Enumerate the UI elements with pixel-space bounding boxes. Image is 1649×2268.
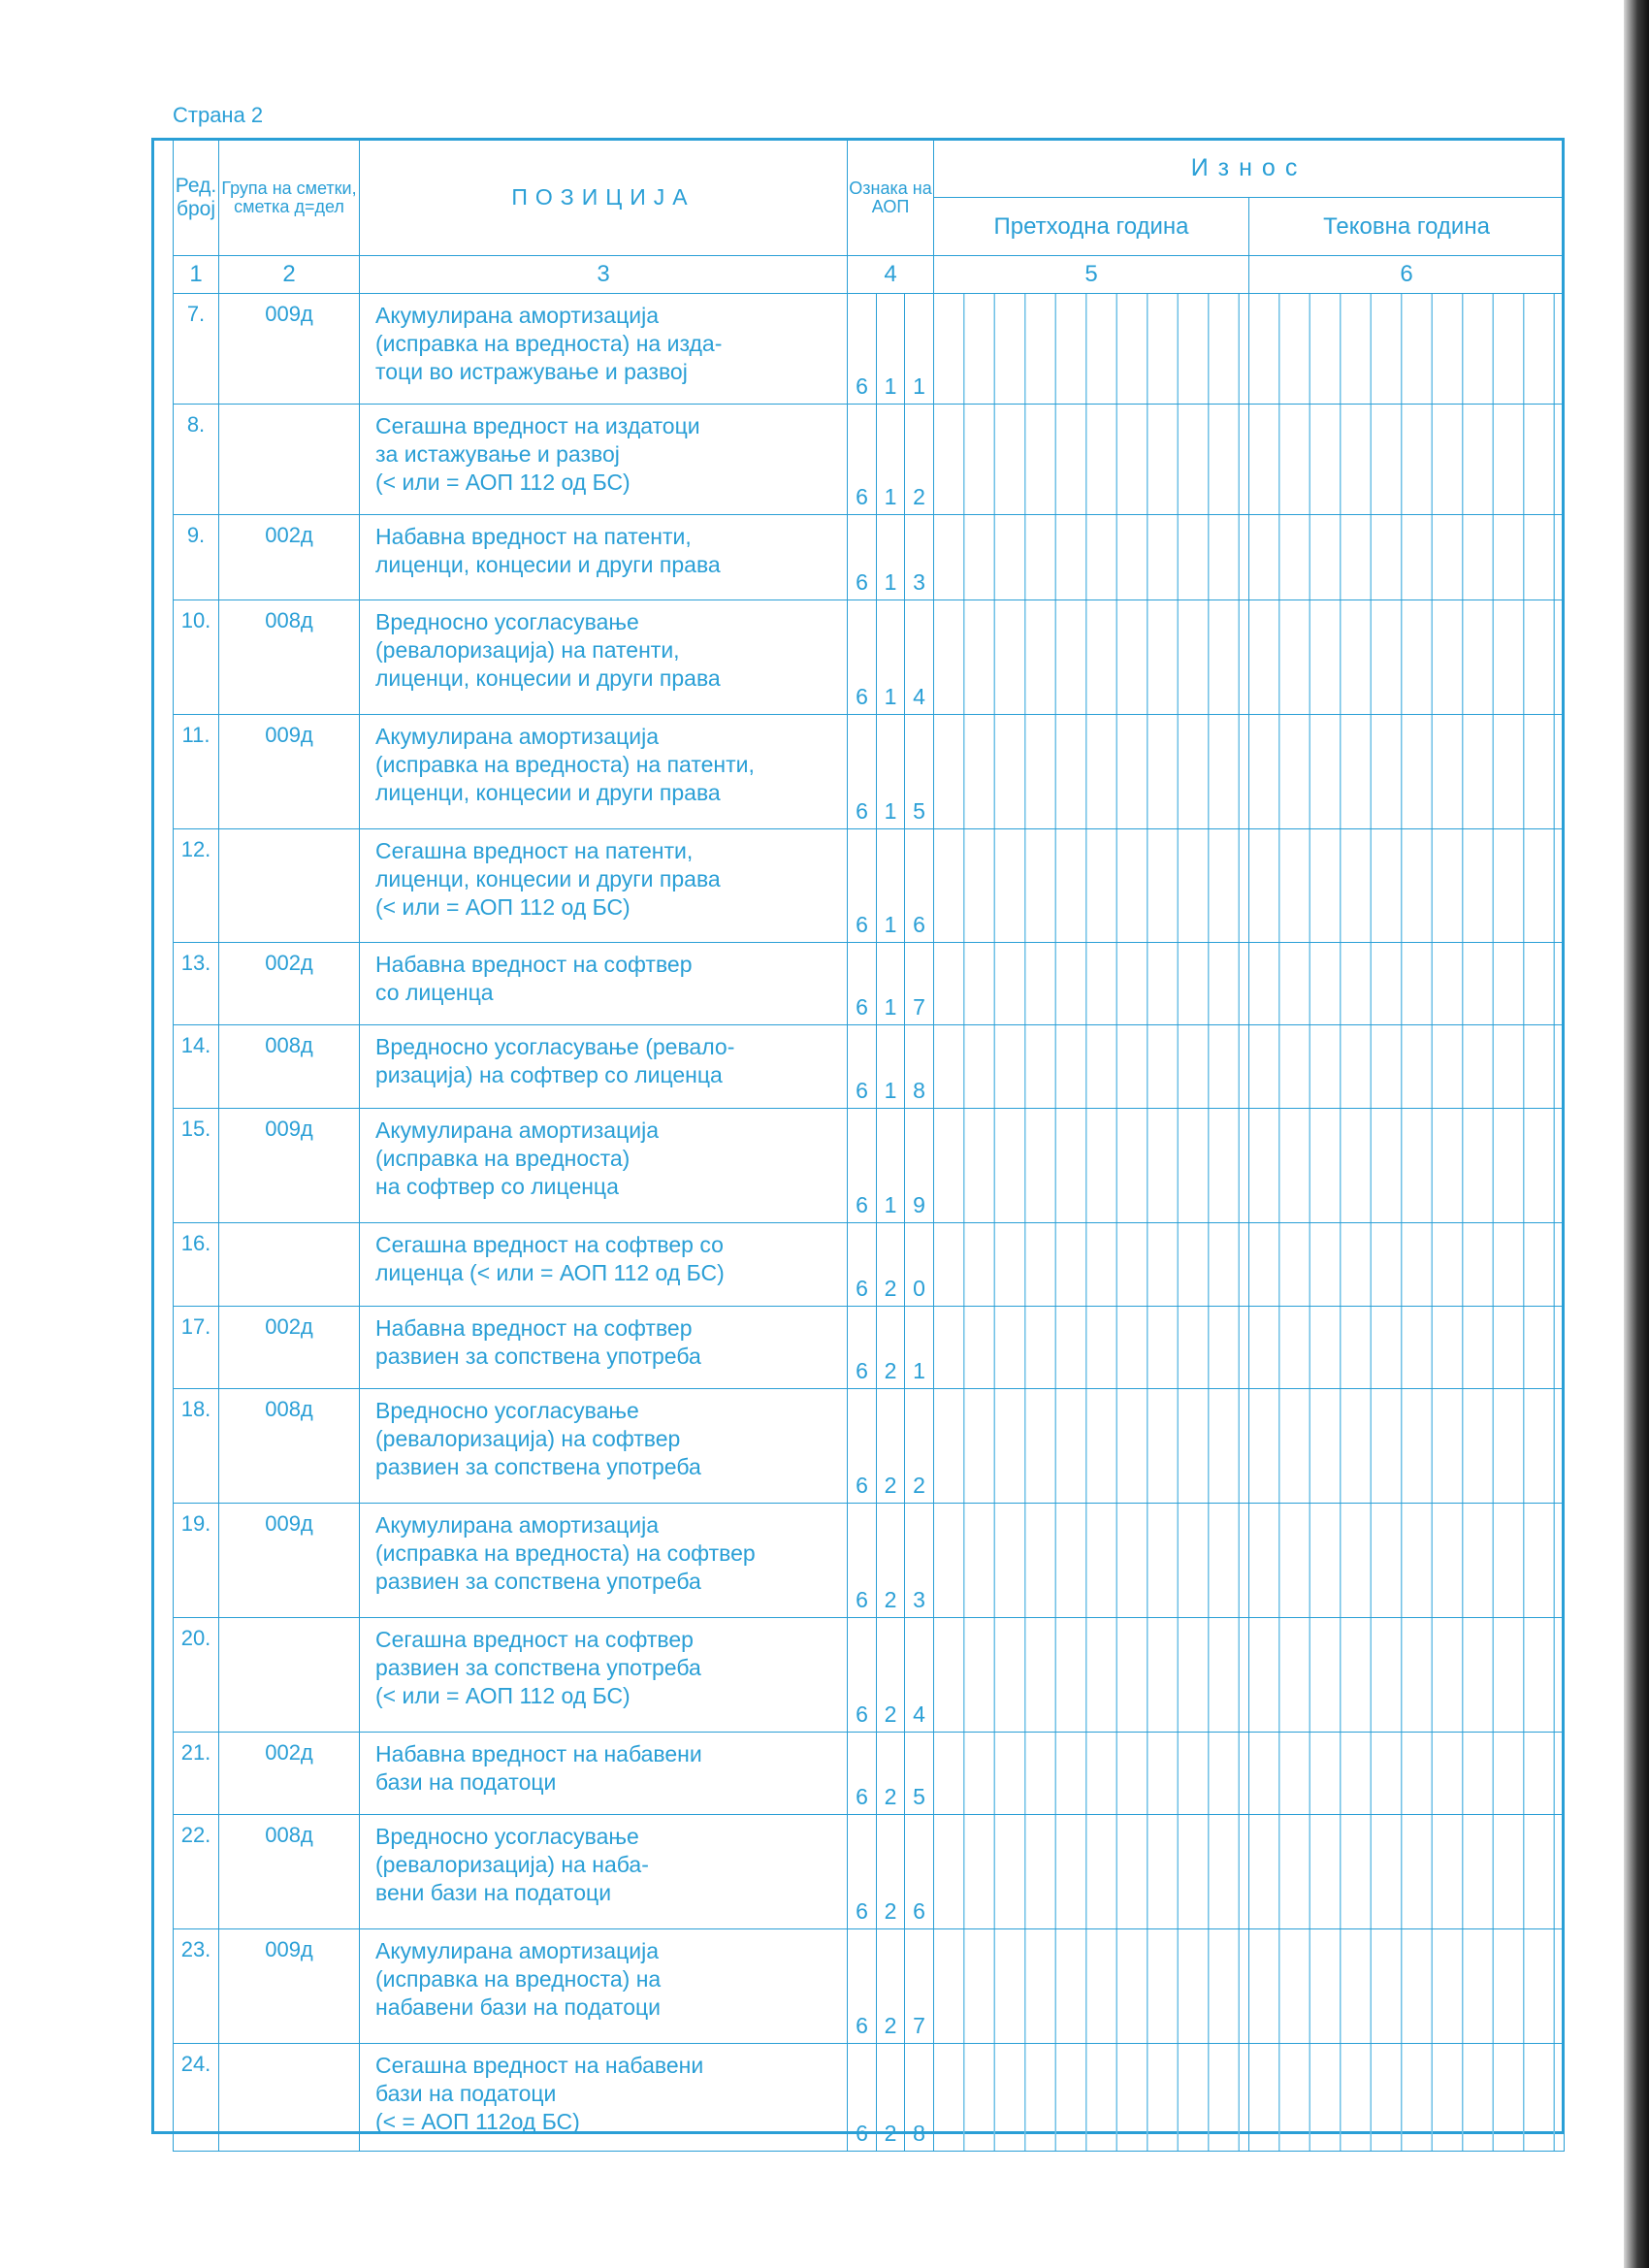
current-year-amount-field[interactable] bbox=[1249, 1618, 1565, 1733]
current-year-amount-field[interactable] bbox=[1249, 2044, 1565, 2152]
table-row bbox=[174, 1504, 1565, 1618]
header-aop: Ознака на АОП bbox=[848, 140, 934, 256]
row-number: 13. bbox=[174, 943, 219, 1025]
row-number: 15. bbox=[174, 1109, 219, 1223]
header-row-number: Ред. број bbox=[174, 140, 219, 256]
description-line: (< = АОП 112од БС) bbox=[375, 2109, 580, 2134]
description-line: Сегашна вредност на набавени bbox=[375, 2053, 704, 2078]
aop-digit: 0 bbox=[905, 1223, 934, 1307]
aop-digit: 6 bbox=[848, 515, 877, 600]
row-number: 9. bbox=[174, 515, 219, 600]
aop-digit: 6 bbox=[905, 1815, 934, 1929]
page-label: Страна 2 bbox=[173, 103, 264, 127]
table-row bbox=[174, 829, 1565, 943]
description-line: Акумулирана амортизација bbox=[375, 724, 660, 749]
table-row bbox=[174, 1815, 1565, 1929]
description-line: Вредносно усогласување bbox=[375, 1824, 639, 1849]
position-description bbox=[360, 515, 848, 600]
row-number: 14. bbox=[174, 1025, 219, 1109]
position-description bbox=[360, 1618, 848, 1733]
position-description bbox=[360, 1025, 848, 1109]
table-row bbox=[174, 2044, 1565, 2152]
position-description bbox=[360, 1307, 848, 1389]
digit-grid bbox=[1249, 829, 1564, 942]
description-line: развиен за сопствена употреба bbox=[375, 1454, 701, 1479]
row-number: 22. bbox=[174, 1815, 219, 1929]
aop-digit: 2 bbox=[877, 1929, 905, 2044]
description-line: Вредносно усогласување bbox=[375, 1398, 639, 1423]
aop-digit: 6 bbox=[848, 2044, 877, 2152]
aop-digit: 1 bbox=[877, 829, 905, 943]
aop-digit: 6 bbox=[848, 829, 877, 943]
digit-grid bbox=[934, 1815, 1248, 1928]
digit-grid bbox=[934, 515, 1248, 599]
aop-digit: 2 bbox=[905, 1389, 934, 1504]
description-line: Набавна вредност на набавени bbox=[375, 1741, 702, 1766]
header-position: ПОЗИЦИЈА bbox=[360, 140, 848, 256]
position-description bbox=[360, 600, 848, 715]
aop-digit: 1 bbox=[877, 515, 905, 600]
description-line: со лиценца bbox=[375, 980, 494, 1005]
aop-digit: 1 bbox=[877, 943, 905, 1025]
digit-grid bbox=[1249, 1504, 1564, 1617]
table-row bbox=[174, 1733, 1565, 1815]
position-description bbox=[360, 1504, 848, 1618]
previous-year-amount-field[interactable] bbox=[934, 1389, 1249, 1504]
digit-grid bbox=[934, 715, 1248, 828]
description-line: (исправка на вредноста) на изда- bbox=[375, 331, 723, 356]
aop-digit: 6 bbox=[848, 1109, 877, 1223]
account-group: 009д bbox=[219, 1929, 360, 2044]
table-row bbox=[174, 1929, 1565, 2044]
digit-grid bbox=[1249, 1733, 1564, 1814]
current-year-amount-field[interactable] bbox=[1249, 715, 1565, 829]
digit-grid bbox=[934, 1733, 1248, 1814]
digit-grid bbox=[934, 2044, 1248, 2151]
digit-grid bbox=[1249, 405, 1564, 514]
description-line: развиен за сопствена употреба bbox=[375, 1655, 701, 1680]
digit-grid bbox=[1249, 1929, 1564, 2043]
aop-digit: 8 bbox=[905, 2044, 934, 2152]
account-group: 002д bbox=[219, 1307, 360, 1389]
description-line: (< или = АОП 112 од БС) bbox=[375, 1683, 630, 1708]
current-year-amount-field[interactable] bbox=[1249, 829, 1565, 943]
aop-digit: 4 bbox=[905, 600, 934, 715]
row-number: 19. bbox=[174, 1504, 219, 1618]
aop-digit: 6 bbox=[848, 715, 877, 829]
row-number: 7. bbox=[174, 294, 219, 405]
description-line: Акумулирана амортизација bbox=[375, 1512, 660, 1538]
table-row bbox=[174, 515, 1565, 600]
current-year-amount-field[interactable] bbox=[1249, 1733, 1565, 1815]
account-group: 009д bbox=[219, 1504, 360, 1618]
table-row bbox=[174, 943, 1565, 1025]
table-row bbox=[174, 1025, 1565, 1109]
account-group: 009д bbox=[219, 294, 360, 405]
account-group: 002д bbox=[219, 1733, 360, 1815]
previous-year-amount-field[interactable] bbox=[934, 515, 1249, 600]
position-description bbox=[360, 1109, 848, 1223]
current-year-amount-field[interactable] bbox=[1249, 943, 1565, 1025]
account-group bbox=[219, 829, 360, 943]
aop-digit: 6 bbox=[848, 294, 877, 405]
digit-grid bbox=[934, 1307, 1248, 1388]
digit-grid bbox=[1249, 294, 1564, 404]
aop-digit: 2 bbox=[877, 1815, 905, 1929]
aop-digit: 7 bbox=[905, 1929, 934, 2044]
rows-body bbox=[174, 294, 1565, 2152]
position-description bbox=[360, 405, 848, 515]
current-year-amount-field[interactable] bbox=[1249, 1307, 1565, 1389]
row-number: 24. bbox=[174, 2044, 219, 2152]
previous-year-amount-field[interactable] bbox=[934, 294, 1249, 405]
description-line: Вредносно усогласување bbox=[375, 609, 639, 634]
aop-digit: 9 bbox=[905, 1109, 934, 1223]
description-line: вени бази на податоци bbox=[375, 1880, 612, 1905]
aop-digit: 1 bbox=[877, 1109, 905, 1223]
current-year-amount-field[interactable] bbox=[1249, 1389, 1565, 1504]
digit-grid bbox=[1249, 715, 1564, 828]
digit-grid bbox=[1249, 600, 1564, 714]
row-number: 11. bbox=[174, 715, 219, 829]
table-row bbox=[174, 1223, 1565, 1307]
digit-grid bbox=[1249, 1109, 1564, 1222]
row-number: 21. bbox=[174, 1733, 219, 1815]
previous-year-amount-field[interactable] bbox=[934, 1223, 1249, 1307]
header-number-2: 2 bbox=[219, 256, 360, 294]
previous-year-amount-field[interactable] bbox=[934, 1109, 1249, 1223]
aop-digit: 1 bbox=[877, 405, 905, 515]
aop-digit: 6 bbox=[848, 1815, 877, 1929]
header-account-group: Група на сметки, сметка д=дел bbox=[219, 140, 360, 256]
current-year-amount-field[interactable] bbox=[1249, 515, 1565, 600]
aop-digit: 6 bbox=[848, 1025, 877, 1109]
aop-digit: 6 bbox=[848, 1618, 877, 1733]
digit-grid bbox=[1249, 1389, 1564, 1503]
current-year-amount-field[interactable] bbox=[1249, 1025, 1565, 1109]
account-group bbox=[219, 1618, 360, 1733]
aop-digit: 6 bbox=[848, 405, 877, 515]
digit-grid bbox=[934, 1389, 1248, 1503]
aop-digit: 1 bbox=[877, 715, 905, 829]
previous-year-amount-field[interactable] bbox=[934, 1025, 1249, 1109]
aop-digit: 2 bbox=[877, 1223, 905, 1307]
digit-grid bbox=[1249, 943, 1564, 1024]
position-description bbox=[360, 1223, 848, 1307]
account-group: 009д bbox=[219, 1109, 360, 1223]
current-year-amount-field[interactable] bbox=[1249, 600, 1565, 715]
digit-grid bbox=[1249, 515, 1564, 599]
account-group: 008д bbox=[219, 1815, 360, 1929]
description-line: Акумулирана амортизација bbox=[375, 1118, 660, 1143]
current-year-amount-field[interactable] bbox=[1249, 1504, 1565, 1618]
description-line: развиен за сопствена употреба bbox=[375, 1569, 701, 1594]
description-line: Сегашна вредност на софтвер bbox=[375, 1627, 694, 1652]
digit-grid bbox=[934, 1618, 1248, 1732]
previous-year-amount-field[interactable] bbox=[934, 1618, 1249, 1733]
position-description bbox=[360, 1929, 848, 2044]
position-description bbox=[360, 1389, 848, 1504]
table-row bbox=[174, 1109, 1565, 1223]
digit-grid bbox=[934, 405, 1248, 514]
table-row bbox=[174, 715, 1565, 829]
header-number-5: 5 bbox=[934, 256, 1249, 294]
previous-year-amount-field[interactable] bbox=[934, 943, 1249, 1025]
account-group bbox=[219, 405, 360, 515]
aop-digit: 8 bbox=[905, 1025, 934, 1109]
aop-digit: 5 bbox=[905, 715, 934, 829]
description-line: лиценци, концесии и други права bbox=[375, 665, 721, 691]
description-line: (ревалоризација) на наба- bbox=[375, 1852, 649, 1877]
description-line: (исправка на вредноста) bbox=[375, 1146, 630, 1171]
digit-grid bbox=[934, 1504, 1248, 1617]
account-group bbox=[219, 2044, 360, 2152]
header-number-3: 3 bbox=[360, 256, 848, 294]
description-line: Вредносно усогласување (ревало- bbox=[375, 1034, 735, 1059]
description-line: ризација) на софтвер со лиценца bbox=[375, 1062, 723, 1087]
aop-digit: 2 bbox=[877, 1733, 905, 1815]
description-line: Сегашна вредност на издатоци bbox=[375, 413, 700, 438]
description-line: (ревалоризација) на софтвер bbox=[375, 1426, 681, 1451]
description-line: лиценца (< или = АОП 112 од БС) bbox=[375, 1260, 725, 1285]
digit-grid bbox=[934, 294, 1248, 404]
aop-digit: 4 bbox=[905, 1618, 934, 1733]
current-year-amount-field[interactable] bbox=[1249, 1109, 1565, 1223]
current-year-amount-field[interactable] bbox=[1249, 405, 1565, 515]
description-line: Набавна вредност на софтвер bbox=[375, 1315, 693, 1341]
row-number: 8. bbox=[174, 405, 219, 515]
position-description bbox=[360, 2044, 848, 2152]
description-line: тоци во истражување и развој bbox=[375, 359, 688, 384]
header-number-1: 1 bbox=[174, 256, 219, 294]
aop-digit: 5 bbox=[905, 1733, 934, 1815]
description-line: (ревалоризација) на патенти, bbox=[375, 637, 680, 663]
table-row bbox=[174, 1618, 1565, 1733]
aop-digit: 7 bbox=[905, 943, 934, 1025]
digit-grid bbox=[934, 1025, 1248, 1108]
previous-year-amount-field[interactable] bbox=[934, 405, 1249, 515]
description-line: бази на податоци bbox=[375, 1769, 557, 1795]
header-amount: Износ bbox=[934, 140, 1565, 198]
description-line: Акумулирана амортизација bbox=[375, 303, 660, 328]
table-row bbox=[174, 294, 1565, 405]
balance-form-table bbox=[173, 139, 1565, 2152]
description-line: на софтвер со лиценца bbox=[375, 1174, 619, 1199]
digit-grid bbox=[934, 1223, 1248, 1306]
header-current-year: Тековна година bbox=[1249, 198, 1565, 256]
aop-digit: 1 bbox=[877, 600, 905, 715]
description-line: развиен за сопствена употреба bbox=[375, 1344, 701, 1369]
description-line: Сегашна вредност на софтвер со bbox=[375, 1232, 724, 1257]
position-description bbox=[360, 1815, 848, 1929]
digit-grid bbox=[1249, 2044, 1564, 2151]
header-previous-year: Претходна година bbox=[934, 198, 1249, 256]
digit-grid bbox=[934, 1929, 1248, 2043]
account-group: 002д bbox=[219, 515, 360, 600]
position-description bbox=[360, 294, 848, 405]
previous-year-amount-field[interactable] bbox=[934, 2044, 1249, 2152]
previous-year-amount-field[interactable] bbox=[934, 1815, 1249, 1929]
previous-year-amount-field[interactable] bbox=[934, 1504, 1249, 1618]
aop-digit: 6 bbox=[848, 1929, 877, 2044]
aop-digit: 2 bbox=[877, 2044, 905, 2152]
aop-digit: 6 bbox=[848, 1223, 877, 1307]
description-line: лиценци, концесии и други права bbox=[375, 866, 721, 891]
aop-digit: 2 bbox=[905, 405, 934, 515]
digit-grid bbox=[934, 1109, 1248, 1222]
row-number: 10. bbox=[174, 600, 219, 715]
account-group: 008д bbox=[219, 1389, 360, 1504]
description-line: бази на податоци bbox=[375, 2081, 557, 2106]
previous-year-amount-field[interactable] bbox=[934, 715, 1249, 829]
row-number: 17. bbox=[174, 1307, 219, 1389]
aop-digit: 1 bbox=[905, 294, 934, 405]
description-line: набавени бази на податоци bbox=[375, 1994, 662, 2020]
description-line: лиценци, концесии и други права bbox=[375, 552, 721, 577]
description-line: (исправка на вредноста) на патенти, bbox=[375, 752, 755, 777]
description-line: за истажување и развој bbox=[375, 441, 620, 467]
row-number: 16. bbox=[174, 1223, 219, 1307]
aop-digit: 1 bbox=[877, 1025, 905, 1109]
current-year-amount-field[interactable] bbox=[1249, 1815, 1565, 1929]
aop-digit: 3 bbox=[905, 1504, 934, 1618]
account-group bbox=[219, 1223, 360, 1307]
table-row bbox=[174, 1307, 1565, 1389]
aop-digit: 2 bbox=[877, 1504, 905, 1618]
header-number-6: 6 bbox=[1249, 256, 1565, 294]
aop-digit: 6 bbox=[905, 829, 934, 943]
table-row bbox=[174, 405, 1565, 515]
row-number: 12. bbox=[174, 829, 219, 943]
digit-grid bbox=[1249, 1618, 1564, 1732]
digit-grid bbox=[1249, 1307, 1564, 1388]
account-group: 008д bbox=[219, 1025, 360, 1109]
scan-edge bbox=[1624, 0, 1649, 2268]
aop-digit: 6 bbox=[848, 943, 877, 1025]
position-description bbox=[360, 943, 848, 1025]
account-group: 002д bbox=[219, 943, 360, 1025]
description-line: Набавна вредност на софтвер bbox=[375, 952, 693, 977]
table-row bbox=[174, 1389, 1565, 1504]
description-line: Сегашна вредност на патенти, bbox=[375, 838, 694, 863]
aop-digit: 1 bbox=[877, 294, 905, 405]
position-description bbox=[360, 715, 848, 829]
aop-digit: 6 bbox=[848, 1389, 877, 1504]
row-number: 20. bbox=[174, 1618, 219, 1733]
previous-year-amount-field[interactable] bbox=[934, 600, 1249, 715]
account-group: 008д bbox=[219, 600, 360, 715]
aop-digit: 1 bbox=[905, 1307, 934, 1389]
header-number-4: 4 bbox=[848, 256, 934, 294]
digit-grid bbox=[934, 829, 1248, 942]
description-line: Акумулирана амортизација bbox=[375, 1938, 660, 1963]
aop-digit: 3 bbox=[905, 515, 934, 600]
previous-year-amount-field[interactable] bbox=[934, 1733, 1249, 1815]
row-number: 23. bbox=[174, 1929, 219, 2044]
aop-digit: 6 bbox=[848, 1733, 877, 1815]
description-line: (< или = АОП 112 од БС) bbox=[375, 470, 630, 495]
digit-grid bbox=[1249, 1025, 1564, 1108]
digit-grid bbox=[934, 943, 1248, 1024]
table-row bbox=[174, 600, 1565, 715]
digit-grid bbox=[1249, 1815, 1564, 1928]
description-line: (исправка на вредноста) на bbox=[375, 1966, 662, 1992]
previous-year-amount-field[interactable] bbox=[934, 1929, 1249, 2044]
current-year-amount-field[interactable] bbox=[1249, 294, 1565, 405]
digit-grid bbox=[1249, 1223, 1564, 1306]
row-number: 18. bbox=[174, 1389, 219, 1504]
current-year-amount-field[interactable] bbox=[1249, 1223, 1565, 1307]
position-description bbox=[360, 829, 848, 943]
previous-year-amount-field[interactable] bbox=[934, 1307, 1249, 1389]
aop-digit: 2 bbox=[877, 1618, 905, 1733]
account-group: 009д bbox=[219, 715, 360, 829]
description-line: (< или = АОП 112 од БС) bbox=[375, 894, 630, 920]
previous-year-amount-field[interactable] bbox=[934, 829, 1249, 943]
aop-digit: 6 bbox=[848, 1504, 877, 1618]
digit-grid bbox=[934, 600, 1248, 714]
position-description bbox=[360, 1733, 848, 1815]
aop-digit: 6 bbox=[848, 600, 877, 715]
description-line: лиценци, концесии и други права bbox=[375, 780, 721, 805]
aop-digit: 2 bbox=[877, 1307, 905, 1389]
aop-digit: 6 bbox=[848, 1307, 877, 1389]
current-year-amount-field[interactable] bbox=[1249, 1929, 1565, 2044]
aop-digit: 2 bbox=[877, 1389, 905, 1504]
description-line: Набавна вредност на патенти, bbox=[375, 524, 692, 549]
description-line: (исправка на вредноста) на софтвер bbox=[375, 1540, 756, 1566]
